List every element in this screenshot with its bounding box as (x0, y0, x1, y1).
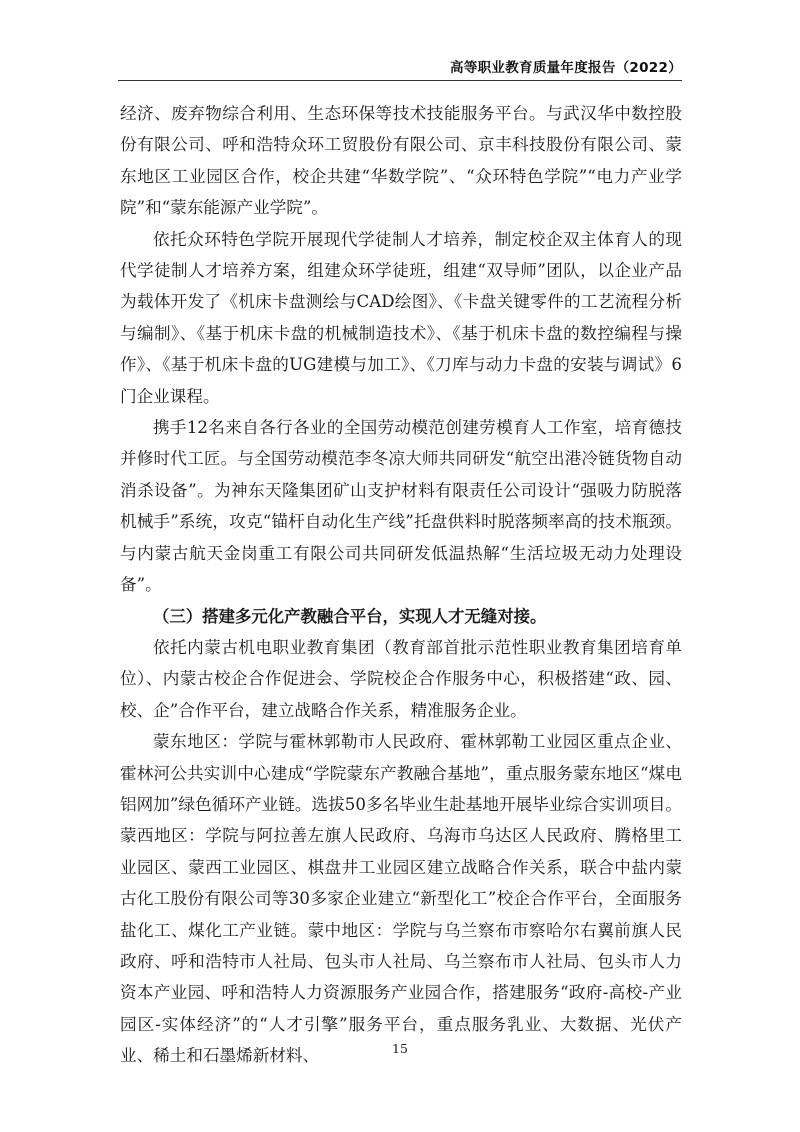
running-header: 高等职业教育质量年度报告（2022） (450, 60, 682, 76)
section-heading: （三）搭建多元化产教融合平台，实现人才无缝对接。 (153, 606, 547, 626)
paragraph: 依托众环特色学院开展现代学徒制人才培养，制定校企双主体育人的现代学徒制人才培养方案，组建众环学徒班，组建“双导师”团队，以企业产品为载体开发了《机床卡盘测绘与CAD绘图》、《卡盘关键零件的工艺流程分析与编制》、《基于机床卡盘的机械制造技术》、《基于机床卡盘的数控编程与操作》、《基于机床卡盘的UG建模与加工》、《刀库与动力卡盘的安装与调试》6门企业课程。 (120, 229, 682, 406)
paragraph: 依托内蒙古机电职业教育集团（教育部首批示范性职业教育集团培育单位）、内蒙古校企合作促进会、学院校企合作服务中心，积极搭建“政、园、校、企”合作平台，建立战略合作关系，精准服务企业。 (120, 637, 682, 720)
page-number: 15 (392, 1041, 408, 1056)
header-divider (118, 80, 682, 81)
paragraph-continuation: 经济、废弃物综合利用、生态环保等技术技能服务平台。与武汉华中数控股份有限公司、呼和浩特众环工贸股份有限公司、京丰科技股份有限公司、蒙东地区工业园区合作，校企共建“华数学院”、“众环特色学院”“电力产业学院”和“蒙东能源产业学院”。 (120, 104, 682, 218)
paragraph: 携手12名来自各行各业的全国劳动模范创建劳模育人工作室，培育德技并修时代工匠。与全国劳动模范李冬凉大师共同研发“航空出港冷链货物自动消杀设备”。为神东天隆集团矿山支护材料有限责任公司设计“强吸力防脱落机械手”系统，攻克“锚杆自动化生产线”托盘供料时脱落频率高的技术瓶颈。与内蒙古航天金岗重工有限公司共同研发低温热解“生活垃圾无动力处理设备”。 (120, 418, 682, 595)
body-text (120, 98, 682, 1072)
paragraph: 蒙东地区：学院与霍林郭勒市人民政府、霍林郭勒工业园区重点企业、霍林河公共实训中心建成“学院蒙东产教融合基地”，重点服务蒙东地区“煤电铝网加”绿色循环产业链。选拔50多名毕业生赴基地开展毕业综合实训项目。蒙西地区：学院与阿拉善左旗人民政府、乌海市乌达区人民政府、腾格里工业园区、蒙西工业园区、棋盘井工业园区建立战略合作关系，联合中盐内蒙古化工股份有限公司等30多家企业建立“新型化工”校企合作平台，全面服务盐化工、煤化工产业链。蒙中地区：学院与乌兰察布市察哈尔右翼前旗人民政府、呼和浩特市人社局、包头市人社局、乌兰察布市人社局、包头市人力资本产业园、呼和浩特人力资源服务产业园合作，搭建服务“政府-高校-产业园区-实体经济”的“人才引擎”服务平台，重点服务乳业、大数据、光伏产业、稀土和石墨烯新材料、 (120, 732, 682, 1066)
